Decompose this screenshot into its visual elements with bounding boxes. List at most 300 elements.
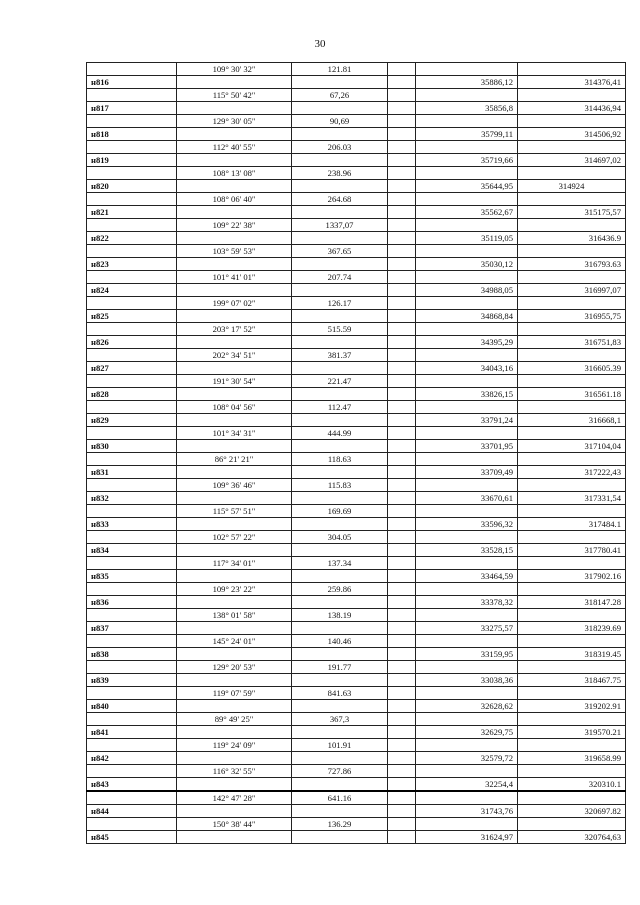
empty-cell xyxy=(388,297,416,310)
point-row xyxy=(87,674,626,687)
direction-angle-cell: 108° 04' 56" xyxy=(177,401,292,414)
point-row xyxy=(87,492,626,505)
point-name-cell: н838 xyxy=(87,648,177,661)
segment-length-cell xyxy=(292,76,388,89)
point-name-cell xyxy=(87,687,177,700)
page-number: 30 xyxy=(314,38,326,50)
segment-length-cell: 207.74 xyxy=(292,271,388,284)
x-coordinate-cell: 33670,61 xyxy=(416,492,518,505)
y-coordinate-cell: 316668,1 xyxy=(518,414,626,427)
y-coordinate-cell xyxy=(518,479,626,492)
direction-angle-cell: 115° 57' 51" xyxy=(177,505,292,518)
empty-cell xyxy=(388,726,416,739)
x-coordinate-cell xyxy=(416,375,518,388)
segment-row xyxy=(87,297,626,310)
segment-length-cell: 126.17 xyxy=(292,297,388,310)
point-row xyxy=(87,206,626,219)
empty-cell xyxy=(388,401,416,414)
segment-row xyxy=(87,635,626,648)
y-coordinate-cell xyxy=(518,453,626,466)
x-coordinate-cell xyxy=(416,635,518,648)
empty-cell xyxy=(388,518,416,531)
segment-length-cell: 515.59 xyxy=(292,323,388,336)
point-row xyxy=(87,336,626,349)
point-name-cell xyxy=(87,583,177,596)
segment-length-cell: 115.83 xyxy=(292,479,388,492)
point-row xyxy=(87,76,626,89)
direction-angle-cell: 203° 17' 52" xyxy=(177,323,292,336)
point-name-cell xyxy=(87,219,177,232)
x-coordinate-cell: 33038,36 xyxy=(416,674,518,687)
x-coordinate-cell xyxy=(416,791,518,805)
point-row xyxy=(87,778,626,792)
direction-angle-cell xyxy=(177,492,292,505)
point-row xyxy=(87,284,626,297)
x-coordinate-cell: 34043,16 xyxy=(416,362,518,375)
point-row xyxy=(87,414,626,427)
x-coordinate-cell: 33701,95 xyxy=(416,440,518,453)
point-row xyxy=(87,831,626,844)
y-coordinate-cell: 314506,92 xyxy=(518,128,626,141)
segment-length-cell xyxy=(292,700,388,713)
point-name-cell: н833 xyxy=(87,518,177,531)
x-coordinate-cell: 35719,66 xyxy=(416,154,518,167)
x-coordinate-cell xyxy=(416,245,518,258)
point-row xyxy=(87,154,626,167)
segment-row xyxy=(87,323,626,336)
direction-angle-cell: 101° 34' 31" xyxy=(177,427,292,440)
y-coordinate-cell: 317780.41 xyxy=(518,544,626,557)
y-coordinate-cell xyxy=(518,219,626,232)
segment-length-cell xyxy=(292,310,388,323)
direction-angle-cell xyxy=(177,805,292,818)
direction-angle-cell xyxy=(177,752,292,765)
segment-length-cell: 444.99 xyxy=(292,427,388,440)
x-coordinate-cell: 35886,12 xyxy=(416,76,518,89)
direction-angle-cell xyxy=(177,388,292,401)
point-name-cell: н819 xyxy=(87,154,177,167)
point-row xyxy=(87,258,626,271)
empty-cell xyxy=(388,544,416,557)
segment-length-cell: 1337,07 xyxy=(292,219,388,232)
segment-row xyxy=(87,427,626,440)
segment-row xyxy=(87,245,626,258)
y-coordinate-cell xyxy=(518,63,626,76)
point-row xyxy=(87,752,626,765)
empty-cell xyxy=(388,440,416,453)
y-coordinate-cell xyxy=(518,661,626,674)
y-coordinate-cell xyxy=(518,739,626,752)
direction-angle-cell xyxy=(177,700,292,713)
segment-row xyxy=(87,557,626,570)
direction-angle-cell: 108° 13' 08" xyxy=(177,167,292,180)
x-coordinate-cell xyxy=(416,219,518,232)
y-coordinate-cell xyxy=(518,271,626,284)
segment-row xyxy=(87,219,626,232)
x-coordinate-cell xyxy=(416,193,518,206)
direction-angle-cell: 86° 21' 21" xyxy=(177,453,292,466)
empty-cell xyxy=(388,492,416,505)
y-coordinate-cell: 320697.82 xyxy=(518,805,626,818)
segment-row xyxy=(87,505,626,518)
x-coordinate-cell: 32629,75 xyxy=(416,726,518,739)
segment-length-cell: 641.16 xyxy=(292,791,388,805)
x-coordinate-cell xyxy=(416,818,518,831)
point-name-cell: н829 xyxy=(87,414,177,427)
y-coordinate-cell: 314436,94 xyxy=(518,102,626,115)
x-coordinate-cell: 35644,95 xyxy=(416,180,518,193)
direction-angle-cell: 103° 59' 53" xyxy=(177,245,292,258)
point-name-cell: н836 xyxy=(87,596,177,609)
point-row xyxy=(87,648,626,661)
segment-row xyxy=(87,89,626,102)
direction-angle-cell: 119° 24' 09" xyxy=(177,739,292,752)
segment-length-cell xyxy=(292,674,388,687)
direction-angle-cell: 202° 34' 51" xyxy=(177,349,292,362)
segment-row xyxy=(87,63,626,76)
x-coordinate-cell: 33159,95 xyxy=(416,648,518,661)
segment-length-cell xyxy=(292,726,388,739)
empty-cell xyxy=(388,557,416,570)
segment-row xyxy=(87,818,626,831)
point-name-cell xyxy=(87,531,177,544)
y-coordinate-cell xyxy=(518,635,626,648)
segment-row xyxy=(87,583,626,596)
segment-length-cell: 304.05 xyxy=(292,531,388,544)
x-coordinate-cell: 35030,12 xyxy=(416,258,518,271)
direction-angle-cell xyxy=(177,128,292,141)
empty-cell xyxy=(388,206,416,219)
segment-row xyxy=(87,739,626,752)
x-coordinate-cell xyxy=(416,427,518,440)
empty-cell xyxy=(388,258,416,271)
x-coordinate-cell: 32628,62 xyxy=(416,700,518,713)
x-coordinate-cell xyxy=(416,349,518,362)
direction-angle-cell xyxy=(177,570,292,583)
point-name-cell xyxy=(87,765,177,778)
y-coordinate-cell: 316751,83 xyxy=(518,336,626,349)
x-coordinate-cell: 34395,29 xyxy=(416,336,518,349)
point-row xyxy=(87,180,626,193)
point-name-cell xyxy=(87,271,177,284)
direction-angle-cell: 109° 22' 38" xyxy=(177,219,292,232)
y-coordinate-cell: 317902.16 xyxy=(518,570,626,583)
segment-length-cell xyxy=(292,362,388,375)
empty-cell xyxy=(388,661,416,674)
empty-cell xyxy=(388,284,416,297)
y-coordinate-cell: 317222,43 xyxy=(518,466,626,479)
direction-angle-cell: 108° 06' 40" xyxy=(177,193,292,206)
y-coordinate-cell: 314376,41 xyxy=(518,76,626,89)
segment-row xyxy=(87,375,626,388)
empty-cell xyxy=(388,375,416,388)
segment-length-cell xyxy=(292,180,388,193)
point-row xyxy=(87,466,626,479)
direction-angle-cell xyxy=(177,206,292,219)
segment-length-cell: 169.69 xyxy=(292,505,388,518)
direction-angle-cell xyxy=(177,596,292,609)
segment-length-cell: 140.46 xyxy=(292,635,388,648)
empty-cell xyxy=(388,310,416,323)
empty-cell xyxy=(388,453,416,466)
empty-cell xyxy=(388,362,416,375)
y-coordinate-cell: 319570.21 xyxy=(518,726,626,739)
direction-angle-cell xyxy=(177,648,292,661)
segment-length-cell: 727.86 xyxy=(292,765,388,778)
y-coordinate-cell xyxy=(518,141,626,154)
direction-angle-cell xyxy=(177,518,292,531)
empty-cell xyxy=(388,63,416,76)
point-name-cell xyxy=(87,609,177,622)
point-name-cell xyxy=(87,791,177,805)
direction-angle-cell: 199° 07' 02" xyxy=(177,297,292,310)
empty-cell xyxy=(388,167,416,180)
segment-length-cell xyxy=(292,805,388,818)
point-name-cell xyxy=(87,401,177,414)
empty-cell xyxy=(388,635,416,648)
segment-length-cell: 367,3 xyxy=(292,713,388,726)
direction-angle-cell xyxy=(177,466,292,479)
x-coordinate-cell xyxy=(416,765,518,778)
empty-cell xyxy=(388,336,416,349)
point-name-cell: н825 xyxy=(87,310,177,323)
direction-angle-cell xyxy=(177,154,292,167)
y-coordinate-cell xyxy=(518,583,626,596)
segment-length-cell: 367.65 xyxy=(292,245,388,258)
x-coordinate-cell: 34868,84 xyxy=(416,310,518,323)
empty-cell xyxy=(388,791,416,805)
point-name-cell: н823 xyxy=(87,258,177,271)
x-coordinate-cell xyxy=(416,63,518,76)
x-coordinate-cell: 32254,4 xyxy=(416,778,518,792)
empty-cell xyxy=(388,570,416,583)
x-coordinate-cell xyxy=(416,401,518,414)
empty-cell xyxy=(388,180,416,193)
point-row xyxy=(87,518,626,531)
segment-row xyxy=(87,765,626,778)
segment-length-cell: 137.34 xyxy=(292,557,388,570)
segment-length-cell xyxy=(292,388,388,401)
segment-length-cell xyxy=(292,778,388,792)
segment-length-cell xyxy=(292,518,388,531)
direction-angle-cell: 119° 07' 59" xyxy=(177,687,292,700)
empty-cell xyxy=(388,752,416,765)
x-coordinate-cell: 33275,57 xyxy=(416,622,518,635)
segment-length-cell xyxy=(292,596,388,609)
x-coordinate-cell xyxy=(416,505,518,518)
segment-row xyxy=(87,479,626,492)
segment-row xyxy=(87,531,626,544)
point-name-cell xyxy=(87,453,177,466)
segment-length-cell xyxy=(292,232,388,245)
direction-angle-cell: 138° 01' 58" xyxy=(177,609,292,622)
segment-length-cell xyxy=(292,414,388,427)
point-name-cell: н827 xyxy=(87,362,177,375)
segment-length-cell: 238.96 xyxy=(292,167,388,180)
x-coordinate-cell: 35562,67 xyxy=(416,206,518,219)
point-name-cell xyxy=(87,63,177,76)
point-name-cell xyxy=(87,713,177,726)
point-name-cell: н842 xyxy=(87,752,177,765)
y-coordinate-cell xyxy=(518,427,626,440)
direction-angle-cell xyxy=(177,258,292,271)
empty-cell xyxy=(388,818,416,831)
point-name-cell: н845 xyxy=(87,831,177,844)
empty-cell xyxy=(388,674,416,687)
segment-row xyxy=(87,609,626,622)
empty-cell xyxy=(388,193,416,206)
segment-row xyxy=(87,453,626,466)
segment-row xyxy=(87,193,626,206)
y-coordinate-cell: 315175,57 xyxy=(518,206,626,219)
x-coordinate-cell xyxy=(416,141,518,154)
segment-row xyxy=(87,791,626,805)
segment-length-cell: 259.86 xyxy=(292,583,388,596)
point-name-cell xyxy=(87,479,177,492)
y-coordinate-cell: 316436.9 xyxy=(518,232,626,245)
direction-angle-cell xyxy=(177,284,292,297)
segment-length-cell xyxy=(292,258,388,271)
empty-cell xyxy=(388,154,416,167)
point-name-cell xyxy=(87,167,177,180)
x-coordinate-cell: 31624,97 xyxy=(416,831,518,844)
direction-angle-cell: 112° 40' 55" xyxy=(177,141,292,154)
segment-length-cell: 138.19 xyxy=(292,609,388,622)
point-name-cell: н840 xyxy=(87,700,177,713)
y-coordinate-cell: 318319.45 xyxy=(518,648,626,661)
empty-cell xyxy=(388,739,416,752)
point-row xyxy=(87,232,626,245)
direction-angle-cell: 89° 49' 25" xyxy=(177,713,292,726)
point-name-cell xyxy=(87,245,177,258)
point-name-cell xyxy=(87,375,177,388)
x-coordinate-cell: 33596,32 xyxy=(416,518,518,531)
segment-length-cell: 221.47 xyxy=(292,375,388,388)
direction-angle-cell xyxy=(177,180,292,193)
point-name-cell xyxy=(87,661,177,674)
segment-row xyxy=(87,713,626,726)
y-coordinate-cell xyxy=(518,505,626,518)
point-row xyxy=(87,700,626,713)
point-name-cell: н816 xyxy=(87,76,177,89)
empty-cell xyxy=(388,141,416,154)
y-coordinate-cell xyxy=(518,818,626,831)
x-coordinate-cell: 32579,72 xyxy=(416,752,518,765)
segment-length-cell xyxy=(292,570,388,583)
empty-cell xyxy=(388,713,416,726)
point-row xyxy=(87,362,626,375)
direction-angle-cell xyxy=(177,440,292,453)
y-coordinate-cell xyxy=(518,193,626,206)
segment-length-cell: 191.77 xyxy=(292,661,388,674)
segment-length-cell xyxy=(292,206,388,219)
x-coordinate-cell xyxy=(416,713,518,726)
direction-angle-cell xyxy=(177,362,292,375)
point-name-cell xyxy=(87,115,177,128)
empty-cell xyxy=(388,323,416,336)
direction-angle-cell: 117° 34' 01" xyxy=(177,557,292,570)
y-coordinate-cell: 318467.75 xyxy=(518,674,626,687)
empty-cell xyxy=(388,219,416,232)
y-coordinate-cell: 319658.99 xyxy=(518,752,626,765)
empty-cell xyxy=(388,349,416,362)
point-name-cell: н830 xyxy=(87,440,177,453)
direction-angle-cell xyxy=(177,232,292,245)
x-coordinate-cell: 33709,49 xyxy=(416,466,518,479)
segment-length-cell xyxy=(292,752,388,765)
direction-angle-cell: 116° 32' 55" xyxy=(177,765,292,778)
empty-cell xyxy=(388,479,416,492)
point-row xyxy=(87,388,626,401)
segment-length-cell: 90,69 xyxy=(292,115,388,128)
point-name-cell: н822 xyxy=(87,232,177,245)
point-name-cell: н817 xyxy=(87,102,177,115)
y-coordinate-cell xyxy=(518,531,626,544)
x-coordinate-cell xyxy=(416,583,518,596)
empty-cell xyxy=(388,466,416,479)
empty-cell xyxy=(388,232,416,245)
point-row xyxy=(87,726,626,739)
point-name-cell: н837 xyxy=(87,622,177,635)
direction-angle-cell xyxy=(177,310,292,323)
direction-angle-cell xyxy=(177,102,292,115)
point-name-cell: н818 xyxy=(87,128,177,141)
y-coordinate-cell: 316955,75 xyxy=(518,310,626,323)
y-coordinate-cell: 317331,54 xyxy=(518,492,626,505)
empty-cell xyxy=(388,765,416,778)
empty-cell xyxy=(388,245,416,258)
y-coordinate-cell: 320764,63 xyxy=(518,831,626,844)
direction-angle-cell xyxy=(177,544,292,557)
direction-angle-cell xyxy=(177,622,292,635)
direction-angle-cell xyxy=(177,778,292,792)
segment-row xyxy=(87,141,626,154)
segment-length-cell xyxy=(292,128,388,141)
empty-cell xyxy=(388,609,416,622)
y-coordinate-cell xyxy=(518,375,626,388)
y-coordinate-cell: 319202.91 xyxy=(518,700,626,713)
x-coordinate-cell xyxy=(416,557,518,570)
segment-length-cell: 121.81 xyxy=(292,63,388,76)
empty-cell xyxy=(388,700,416,713)
point-name-cell xyxy=(87,89,177,102)
point-name-cell xyxy=(87,635,177,648)
y-coordinate-cell: 314697,02 xyxy=(518,154,626,167)
point-name-cell: н820 xyxy=(87,180,177,193)
x-coordinate-cell: 33378,32 xyxy=(416,596,518,609)
x-coordinate-cell xyxy=(416,115,518,128)
segment-row xyxy=(87,167,626,180)
point-name-cell: н835 xyxy=(87,570,177,583)
y-coordinate-cell: 316561.18 xyxy=(518,388,626,401)
segment-row xyxy=(87,349,626,362)
point-name-cell xyxy=(87,141,177,154)
direction-angle-cell xyxy=(177,336,292,349)
segment-row xyxy=(87,687,626,700)
direction-angle-cell: 129° 20' 53" xyxy=(177,661,292,674)
empty-cell xyxy=(388,778,416,792)
direction-angle-cell: 145° 24' 01" xyxy=(177,635,292,648)
x-coordinate-cell: 35119,05 xyxy=(416,232,518,245)
empty-cell xyxy=(388,805,416,818)
segment-length-cell xyxy=(292,466,388,479)
segment-length-cell: 381.37 xyxy=(292,349,388,362)
point-row xyxy=(87,128,626,141)
x-coordinate-cell xyxy=(416,271,518,284)
empty-cell xyxy=(388,427,416,440)
empty-cell xyxy=(388,388,416,401)
x-coordinate-cell: 35799,11 xyxy=(416,128,518,141)
